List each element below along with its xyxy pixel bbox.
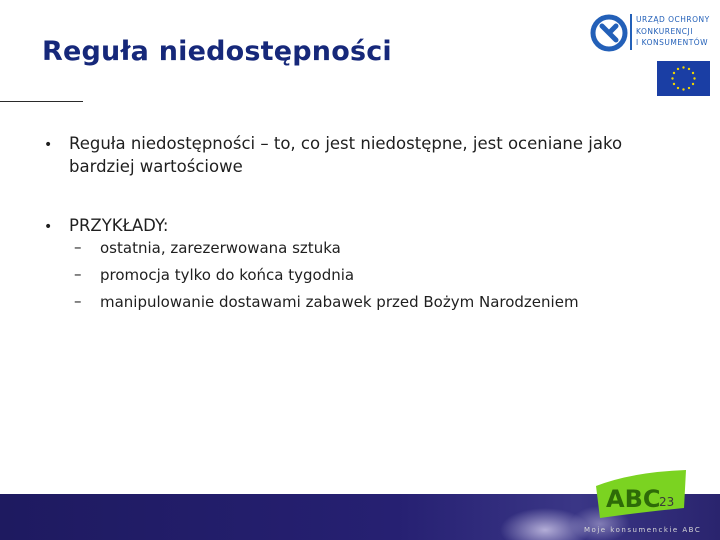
eu-star-icon bbox=[677, 68, 679, 70]
eu-star-icon bbox=[671, 77, 673, 79]
eu-flag-icon bbox=[657, 61, 710, 96]
logo-divider bbox=[630, 14, 632, 50]
sub-bullet-item: manipulowanie dostawami zabawek przed Bożym Narodzeniem bbox=[100, 293, 579, 311]
logo-line-2: KONKURENCJI bbox=[636, 26, 693, 36]
eu-star-icon bbox=[677, 87, 679, 89]
eu-star-icon bbox=[682, 66, 684, 68]
eu-star-icon bbox=[682, 88, 684, 90]
eu-star-icon bbox=[673, 72, 675, 74]
sub-bullet-item: ostatnia, zarezerwowana sztuka bbox=[100, 239, 341, 257]
slide-title: Reguła niedostępności bbox=[42, 36, 392, 67]
eu-star-icon bbox=[692, 83, 694, 85]
uokik-emblem-icon bbox=[590, 14, 628, 52]
logo-text bbox=[636, 14, 710, 49]
eu-star-icon bbox=[688, 68, 690, 70]
sub-bullet-marker: – bbox=[74, 238, 82, 256]
abc-logo-icon bbox=[592, 468, 690, 520]
eu-star-icon bbox=[673, 83, 675, 85]
logo-line-3: I KONSUMENTÓW bbox=[636, 38, 709, 47]
logo-line-1: URZĄD OCHRONY bbox=[636, 15, 710, 24]
page-number: 23 bbox=[659, 495, 675, 509]
bullet-marker: • bbox=[44, 137, 53, 153]
uokik-logo bbox=[590, 10, 715, 52]
sub-bullet-item: promocja tylko do końca tygodnia bbox=[100, 266, 355, 284]
eu-star-icon bbox=[692, 72, 694, 74]
title-underline bbox=[0, 101, 83, 102]
footer-caption: Moje konsumenckie ABC bbox=[584, 526, 702, 534]
bullet-marker: • bbox=[44, 219, 53, 235]
abc-logo-text: ABC bbox=[606, 485, 661, 513]
eu-star-icon bbox=[688, 87, 690, 89]
sub-bullet-marker: – bbox=[74, 292, 82, 310]
bullet-item: Reguła niedostępności – to, co jest niedostępne, jest oceniane jako bardziej wartościowe bbox=[69, 134, 623, 176]
bullet-item: PRZYKŁADY: bbox=[69, 216, 169, 235]
eu-star-icon bbox=[693, 77, 695, 79]
sub-bullet-marker: – bbox=[74, 265, 82, 283]
